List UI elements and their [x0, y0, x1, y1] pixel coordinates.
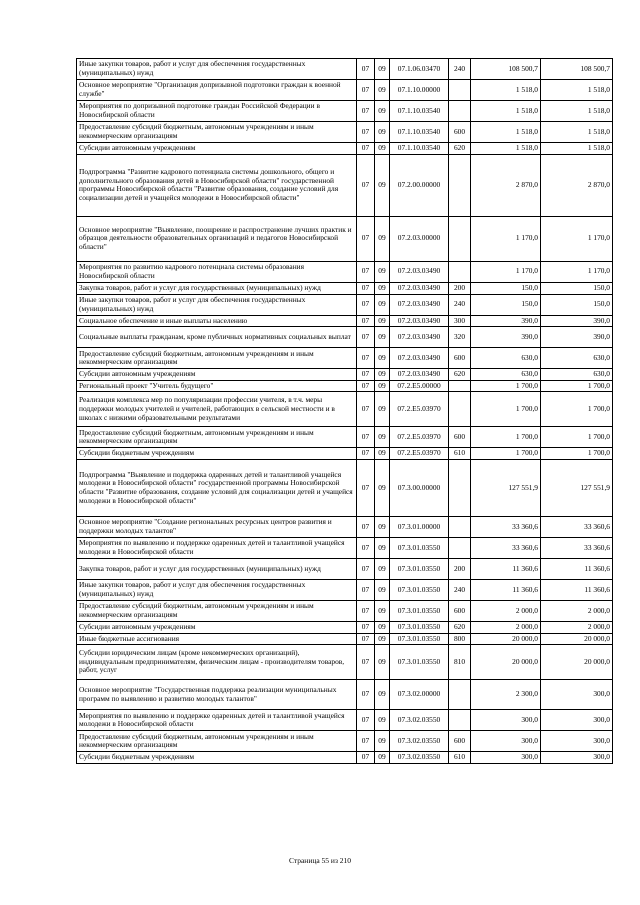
- row-amount-year1: 20 000,0: [471, 645, 541, 680]
- row-amount-year1: 1 170,0: [471, 216, 541, 261]
- row-name: Мероприятия по выявлению и поддержке одаренных детей и талантливой учащейся молодежи в Новосибирской области: [77, 710, 357, 731]
- row-expense-type: 240: [449, 579, 471, 600]
- row-subsection: 09: [375, 448, 390, 460]
- table-row: [77, 600, 613, 621]
- row-name: Подпрограмма "Выявление и поддержка одаренных детей и талантливой учащейся молодежи в Новосибирской области" государственной программы Новосибирской области "Развитие образования, создание условий для социализации детей и учащейся молодежи в Новосибирской области": [77, 459, 357, 516]
- row-target-code: 07.1.10.03540: [390, 122, 449, 143]
- row-amount-year1: 11 360,6: [471, 579, 541, 600]
- row-amount-year1: 300,0: [471, 731, 541, 752]
- row-section: 07: [357, 294, 375, 315]
- row-amount-year1: 150,0: [471, 294, 541, 315]
- row-section: 07: [357, 752, 375, 764]
- row-subsection: 09: [375, 680, 390, 710]
- row-subsection: 09: [375, 101, 390, 122]
- table-row: [77, 579, 613, 600]
- row-expense-type: 620: [449, 143, 471, 155]
- row-expense-type: [449, 516, 471, 537]
- row-name: Субсидии автономным учреждениям: [77, 369, 357, 381]
- row-amount-year1: 1 170,0: [471, 261, 541, 282]
- row-name: Предоставление субсидий бюджетным, автономным учреждениям и иным некоммерческим организациям: [77, 348, 357, 369]
- row-amount-year2: 300,0: [541, 731, 613, 752]
- row-subsection: 09: [375, 427, 390, 448]
- row-section: 07: [357, 459, 375, 516]
- row-name: Основное мероприятие "Организация допризывной подготовки граждан к военной службе": [77, 80, 357, 101]
- row-subsection: 09: [375, 80, 390, 101]
- row-subsection: 09: [375, 315, 390, 327]
- row-expense-type: 200: [449, 558, 471, 579]
- row-amount-year2: 2 000,0: [541, 621, 613, 633]
- row-expense-type: 600: [449, 600, 471, 621]
- row-section: 07: [357, 448, 375, 460]
- row-name: Социальное обеспечение и иные выплаты населению: [77, 315, 357, 327]
- row-expense-type: [449, 537, 471, 558]
- row-amount-year2: 127 551,9: [541, 459, 613, 516]
- row-target-code: 07.1.10.00000: [390, 80, 449, 101]
- row-name: Закупка товаров, работ и услуг для государственных (муниципальных) нужд: [77, 282, 357, 294]
- row-subsection: 09: [375, 752, 390, 764]
- budget-table-body: [77, 59, 613, 764]
- row-target-code: 07.3.01.03550: [390, 621, 449, 633]
- row-section: 07: [357, 261, 375, 282]
- row-section: 07: [357, 558, 375, 579]
- table-row: [77, 710, 613, 731]
- row-subsection: 09: [375, 392, 390, 427]
- row-subsection: 09: [375, 369, 390, 381]
- row-name: Субсидии юридическим лицам (кроме некоммерческих организаций), индивидуальным предпринимателям, физическим лицам - производителям товаров, работ, услуг: [77, 645, 357, 680]
- row-amount-year1: 11 360,6: [471, 558, 541, 579]
- row-subsection: 09: [375, 459, 390, 516]
- row-amount-year2: 2 000,0: [541, 600, 613, 621]
- row-amount-year2: 1 700,0: [541, 427, 613, 448]
- row-name: Предоставление субсидий бюджетным, автономным учреждениям и иным некоммерческим организациям: [77, 122, 357, 143]
- row-section: 07: [357, 710, 375, 731]
- row-section: 07: [357, 216, 375, 261]
- row-section: 07: [357, 348, 375, 369]
- row-expense-type: 800: [449, 633, 471, 645]
- table-row: [77, 154, 613, 216]
- row-target-code: 07.3.02.03550: [390, 731, 449, 752]
- row-subsection: 09: [375, 143, 390, 155]
- row-amount-year2: 300,0: [541, 680, 613, 710]
- row-section: 07: [357, 101, 375, 122]
- row-subsection: 09: [375, 59, 390, 80]
- row-amount-year1: 1 700,0: [471, 392, 541, 427]
- row-subsection: 09: [375, 633, 390, 645]
- row-subsection: 09: [375, 282, 390, 294]
- row-amount-year2: 1 170,0: [541, 261, 613, 282]
- row-amount-year2: 33 360,6: [541, 516, 613, 537]
- row-target-code: 07.2.E5.03970: [390, 427, 449, 448]
- row-target-code: 07.2.03.03490: [390, 327, 449, 348]
- row-expense-type: 320: [449, 327, 471, 348]
- row-expense-type: 810: [449, 645, 471, 680]
- row-name: Основное мероприятие "Государственная поддержка реализации муниципальных программ по выявлению и развитию молодых талантов": [77, 680, 357, 710]
- row-expense-type: [449, 380, 471, 392]
- row-name: Субсидии бюджетным учреждениям: [77, 448, 357, 460]
- table-row: [77, 282, 613, 294]
- row-name: Мероприятия по выявлению и поддержке одаренных детей и талантливой учащейся молодежи в Новосибирской области: [77, 537, 357, 558]
- row-target-code: 07.3.01.03550: [390, 600, 449, 621]
- row-amount-year1: 1 518,0: [471, 143, 541, 155]
- row-expense-type: [449, 154, 471, 216]
- row-amount-year2: 11 360,6: [541, 558, 613, 579]
- row-amount-year2: 630,0: [541, 348, 613, 369]
- row-amount-year1: 630,0: [471, 348, 541, 369]
- table-row: [77, 369, 613, 381]
- row-section: 07: [357, 315, 375, 327]
- row-target-code: 07.1.10.03540: [390, 143, 449, 155]
- table-row: [77, 101, 613, 122]
- row-name: Основное мероприятие "Создание региональных ресурсных центров развития и поддержки молодых талантов": [77, 516, 357, 537]
- row-section: 07: [357, 369, 375, 381]
- row-amount-year1: 150,0: [471, 282, 541, 294]
- row-amount-year2: 108 500,7: [541, 59, 613, 80]
- row-target-code: 07.2.03.03490: [390, 369, 449, 381]
- row-subsection: 09: [375, 558, 390, 579]
- row-amount-year1: 33 360,6: [471, 516, 541, 537]
- table-row: [77, 315, 613, 327]
- row-section: 07: [357, 327, 375, 348]
- row-section: 07: [357, 122, 375, 143]
- table-row: [77, 459, 613, 516]
- row-subsection: 09: [375, 122, 390, 143]
- row-expense-type: 600: [449, 348, 471, 369]
- row-target-code: 07.2.00.00000: [390, 154, 449, 216]
- row-target-code: 07.3.01.03550: [390, 537, 449, 558]
- table-row: [77, 59, 613, 80]
- row-name: Предоставление субсидий бюджетным, автономным учреждениям и иным некоммерческим организациям: [77, 731, 357, 752]
- row-subsection: 09: [375, 261, 390, 282]
- row-expense-type: [449, 216, 471, 261]
- row-expense-type: 300: [449, 315, 471, 327]
- row-section: 07: [357, 516, 375, 537]
- row-expense-type: 200: [449, 282, 471, 294]
- row-section: 07: [357, 633, 375, 645]
- table-row: [77, 448, 613, 460]
- row-target-code: 07.2.E5.00000: [390, 380, 449, 392]
- budget-table: [76, 58, 613, 764]
- table-row: [77, 80, 613, 101]
- row-amount-year1: 2 300,0: [471, 680, 541, 710]
- table-row: [77, 327, 613, 348]
- row-target-code: 07.3.01.03550: [390, 579, 449, 600]
- row-target-code: 07.3.00.00000: [390, 459, 449, 516]
- row-subsection: 09: [375, 327, 390, 348]
- row-subsection: 09: [375, 348, 390, 369]
- row-target-code: 07.2.03.03490: [390, 348, 449, 369]
- row-amount-year2: 1 700,0: [541, 392, 613, 427]
- row-name: Реализация комплекса мер по популяризации профессии учителя, в т.ч. меры поддержки молодых учителей и учителей, работающих в сельской местности и в школах с низкими образовательными результатами: [77, 392, 357, 427]
- row-amount-year1: 1 700,0: [471, 380, 541, 392]
- row-amount-year2: 20 000,0: [541, 633, 613, 645]
- row-section: 07: [357, 731, 375, 752]
- row-section: 07: [357, 621, 375, 633]
- row-amount-year2: 1 700,0: [541, 380, 613, 392]
- row-name: Иные закупки товаров, работ и услуг для обеспечения государственных (муниципальных) нужд: [77, 579, 357, 600]
- row-expense-type: 600: [449, 731, 471, 752]
- row-amount-year2: 1 170,0: [541, 216, 613, 261]
- page-number: Страница 55 из 210: [288, 856, 352, 865]
- row-name: Закупка товаров, работ и услуг для государственных (муниципальных) нужд: [77, 558, 357, 579]
- table-row: [77, 122, 613, 143]
- table-row: [77, 516, 613, 537]
- row-amount-year1: 127 551,9: [471, 459, 541, 516]
- row-amount-year2: 300,0: [541, 752, 613, 764]
- row-target-code: 07.2.03.00000: [390, 216, 449, 261]
- row-amount-year2: 390,0: [541, 327, 613, 348]
- row-expense-type: [449, 392, 471, 427]
- row-amount-year2: 150,0: [541, 282, 613, 294]
- row-amount-year2: 300,0: [541, 710, 613, 731]
- table-row: [77, 216, 613, 261]
- row-expense-type: 610: [449, 752, 471, 764]
- row-target-code: 07.1.10.03540: [390, 101, 449, 122]
- row-amount-year1: 2 870,0: [471, 154, 541, 216]
- row-amount-year2: 1 518,0: [541, 101, 613, 122]
- row-expense-type: [449, 101, 471, 122]
- table-row: [77, 392, 613, 427]
- row-subsection: 09: [375, 537, 390, 558]
- row-subsection: 09: [375, 645, 390, 680]
- row-section: 07: [357, 154, 375, 216]
- row-amount-year1: 300,0: [471, 710, 541, 731]
- table-row: [77, 680, 613, 710]
- budget-page: [76, 58, 612, 764]
- row-target-code: 07.3.01.03550: [390, 558, 449, 579]
- row-amount-year1: 630,0: [471, 369, 541, 381]
- row-name: Мероприятия по допризывной подготовке граждан Российской Федерации в Новосибирской области: [77, 101, 357, 122]
- row-amount-year2: 630,0: [541, 369, 613, 381]
- row-subsection: 09: [375, 579, 390, 600]
- row-subsection: 09: [375, 154, 390, 216]
- row-name: Региональный проект "Учитель будущего": [77, 380, 357, 392]
- table-row: [77, 261, 613, 282]
- row-expense-type: [449, 261, 471, 282]
- row-target-code: 07.2.03.03490: [390, 294, 449, 315]
- row-amount-year2: 1 518,0: [541, 80, 613, 101]
- row-amount-year2: 1 700,0: [541, 448, 613, 460]
- row-name: Субсидии автономным учреждениям: [77, 621, 357, 633]
- row-expense-type: 240: [449, 294, 471, 315]
- row-name: Иные закупки товаров, работ и услуг для обеспечения государственных (муниципальных) нужд: [77, 59, 357, 80]
- row-amount-year1: 1 700,0: [471, 448, 541, 460]
- row-section: 07: [357, 59, 375, 80]
- row-section: 07: [357, 600, 375, 621]
- row-section: 07: [357, 143, 375, 155]
- row-expense-type: 600: [449, 122, 471, 143]
- row-amount-year1: 1 518,0: [471, 101, 541, 122]
- row-section: 07: [357, 680, 375, 710]
- row-subsection: 09: [375, 731, 390, 752]
- row-amount-year2: 1 518,0: [541, 122, 613, 143]
- row-amount-year2: 1 518,0: [541, 143, 613, 155]
- row-name: Иные закупки товаров, работ и услуг для обеспечения государственных (муниципальных) нужд: [77, 294, 357, 315]
- row-name: Подпрограмма "Развитие кадрового потенциала системы дошкольного, общего и дополнительного образования детей в Новосибирской области" государственной программы Новосибирской области "Развитие образования, создание условий для социализации детей и учащейся молодежи в Новосибирской области": [77, 154, 357, 216]
- row-target-code: 07.2.03.03490: [390, 261, 449, 282]
- row-amount-year1: 300,0: [471, 752, 541, 764]
- table-row: [77, 731, 613, 752]
- table-row: [77, 645, 613, 680]
- row-expense-type: [449, 459, 471, 516]
- row-subsection: 09: [375, 600, 390, 621]
- row-subsection: 09: [375, 216, 390, 261]
- row-subsection: 09: [375, 621, 390, 633]
- row-expense-type: [449, 80, 471, 101]
- row-subsection: 09: [375, 516, 390, 537]
- row-expense-type: 620: [449, 621, 471, 633]
- row-section: 07: [357, 579, 375, 600]
- row-name: Социальные выплаты гражданам, кроме публичных нормативных социальных выплат: [77, 327, 357, 348]
- table-row: [77, 537, 613, 558]
- row-name: Субсидии бюджетным учреждениям: [77, 752, 357, 764]
- table-row: [77, 621, 613, 633]
- row-amount-year2: 150,0: [541, 294, 613, 315]
- row-target-code: 07.3.01.00000: [390, 516, 449, 537]
- row-amount-year1: 1 518,0: [471, 122, 541, 143]
- row-section: 07: [357, 380, 375, 392]
- row-target-code: 07.3.01.03550: [390, 633, 449, 645]
- row-amount-year1: 2 000,0: [471, 600, 541, 621]
- row-section: 07: [357, 645, 375, 680]
- row-amount-year2: 2 870,0: [541, 154, 613, 216]
- row-amount-year1: 1 700,0: [471, 427, 541, 448]
- row-amount-year1: 108 500,7: [471, 59, 541, 80]
- row-target-code: 07.3.02.03550: [390, 752, 449, 764]
- row-expense-type: 610: [449, 448, 471, 460]
- row-name: Предоставление субсидий бюджетным, автономным учреждениям и иным некоммерческим организациям: [77, 427, 357, 448]
- row-expense-type: [449, 680, 471, 710]
- row-section: 07: [357, 80, 375, 101]
- row-expense-type: 620: [449, 369, 471, 381]
- row-amount-year1: 2 000,0: [471, 621, 541, 633]
- row-name: Субсидии автономным учреждениям: [77, 143, 357, 155]
- row-target-code: 07.2.E5.03970: [390, 448, 449, 460]
- row-target-code: 07.1.06.03470: [390, 59, 449, 80]
- table-row: [77, 427, 613, 448]
- row-amount-year1: 390,0: [471, 315, 541, 327]
- table-row: [77, 294, 613, 315]
- row-section: 07: [357, 282, 375, 294]
- row-target-code: 07.3.02.03550: [390, 710, 449, 731]
- row-expense-type: 240: [449, 59, 471, 80]
- row-amount-year1: 1 518,0: [471, 80, 541, 101]
- row-expense-type: 600: [449, 427, 471, 448]
- row-amount-year2: 33 360,6: [541, 537, 613, 558]
- row-amount-year1: 20 000,0: [471, 633, 541, 645]
- row-amount-year2: 20 000,0: [541, 645, 613, 680]
- table-row: [77, 633, 613, 645]
- row-section: 07: [357, 427, 375, 448]
- row-section: 07: [357, 537, 375, 558]
- row-amount-year2: 390,0: [541, 315, 613, 327]
- row-target-code: 07.3.01.03550: [390, 645, 449, 680]
- table-row: [77, 752, 613, 764]
- row-amount-year1: 33 360,6: [471, 537, 541, 558]
- row-name: Мероприятия по развитию кадрового потенциала системы образования Новосибирской области: [77, 261, 357, 282]
- row-section: 07: [357, 392, 375, 427]
- row-subsection: 09: [375, 380, 390, 392]
- table-row: [77, 558, 613, 579]
- table-row: [77, 143, 613, 155]
- row-target-code: 07.2.03.03490: [390, 315, 449, 327]
- row-subsection: 09: [375, 294, 390, 315]
- row-name: Иные бюджетные ассигнования: [77, 633, 357, 645]
- row-amount-year2: 11 360,6: [541, 579, 613, 600]
- row-name: Предоставление субсидий бюджетным, автономным учреждениям и иным некоммерческим организациям: [77, 600, 357, 621]
- row-target-code: 07.3.02.00000: [390, 680, 449, 710]
- row-subsection: 09: [375, 710, 390, 731]
- table-row: [77, 348, 613, 369]
- row-target-code: 07.2.E5.03970: [390, 392, 449, 427]
- table-row: [77, 380, 613, 392]
- row-target-code: 07.2.03.03490: [390, 282, 449, 294]
- row-expense-type: [449, 710, 471, 731]
- row-name: Основное мероприятие "Выявление, поощрение и распространение лучших практик и образцов деятельности образовательных организаций и педагогов Новосибирской области": [77, 216, 357, 261]
- row-amount-year1: 390,0: [471, 327, 541, 348]
